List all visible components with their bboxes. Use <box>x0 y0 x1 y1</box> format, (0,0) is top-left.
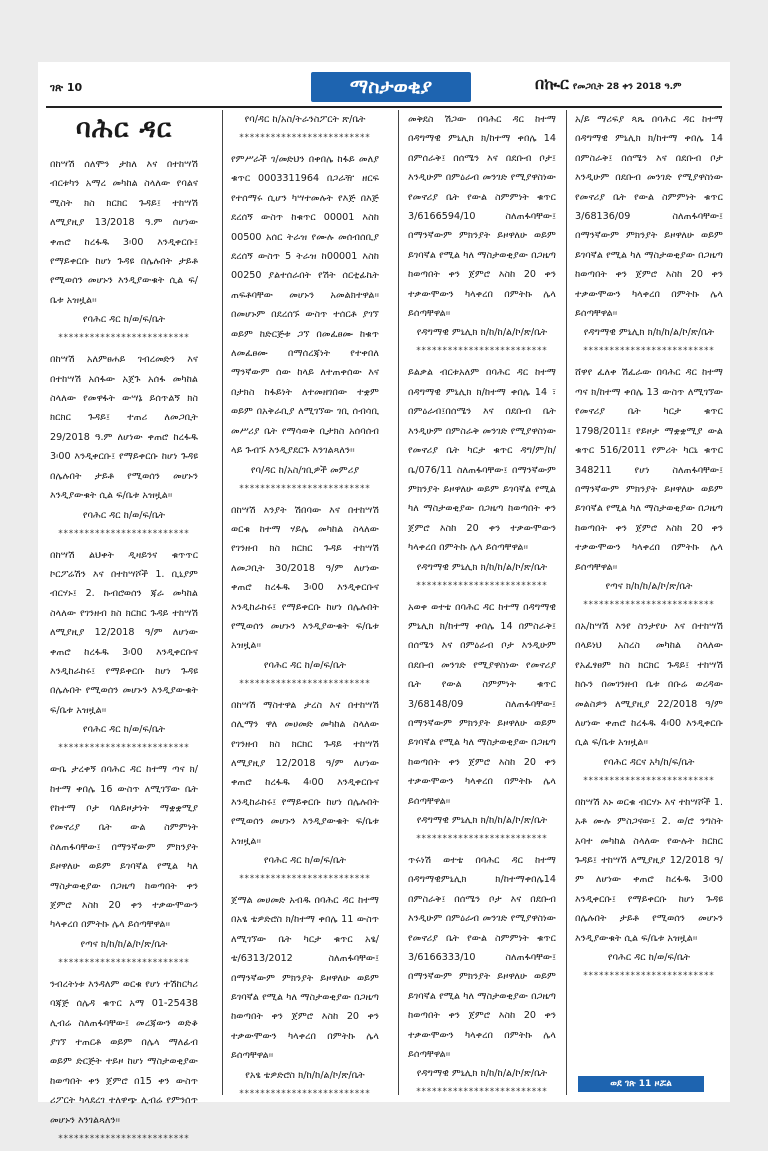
notice-separator: ************************* <box>58 333 190 344</box>
notice-signature: የአፄ ቴዎድሮስ ክ/ከ/ከ/ል/ኮ/ጽ/ቤት <box>245 1069 365 1081</box>
notice-text: ጥሩነሽ ወተቴ በባሕር ዳር ከተማ በዳግማዊምኒሊክ ክ/ከተማቀበሌ14 በምስራቅ፤ በሰሜን ቦታ እና በደቡብ እንዲሁም በምዕራብ መንገድ የሚያዋስነው የመኖሪያ ቤት የውል ስምምነት ቁጥር 3/6166333/10 ስለጠፋባቸው፤ በማንኛውም ምክንያት ይዞዋለሁ ወይም ይገባኛል የሚል ካለ ማስታወቂያው በጋዜጣ ከወጣበት ቀን ጀምሮ እስከ 20 ቀን ተቃውሞውን ካላቀረበ በምትኩ ሌላ ይሰጣቸዋል፡፡ <box>408 855 556 1061</box>
notice-signature: የባ/ዳር ከ/አስ/ትራንስፖርት ጽ/ቤት <box>244 114 366 125</box>
notice-separator: ************************* <box>58 528 190 539</box>
notice-signature: የዳግማዊ ምኒሊክ ክ/ከ/ከ/ል/ኮ/ጽ/ቤት <box>416 327 548 339</box>
notice-text: ይልቃል ብርቱአለም በባሕር ዳር ከተማ በዳግማዊ ምኒሊክ ክ/ከተማ ቀበሌ 14 ፣ በምዕራብ፤በሰሜን እና በደቡብ ቤት እንዲሁም በምስራቅ መንገድ የሚያዋስነው የመኖሪያ ቤት ካርታ ቁጥር ዳግ/ም/ከ/ቤ/076/11 ስለጠፋባቸው፤ በማንኛውም ምክንያት ይዞዋለሁ ወይም ይገባኛል የሚል ካለ ማስታወቂያው በጋዜጣ ከወጣበት ቀን ጀምሮ እስከ 20 ቀን ተቃውሞውን ካላቀረበ በምትኩ ሌላ ይሰጣቸዋል፡፡ <box>408 367 556 554</box>
notice-signature: የጣና ክ/ከ/ከ/ል/ኮ/ጽ/ቤት <box>605 580 693 592</box>
notice-signature: የዳግማዊ ምኒሊክ ክ/ከ/ከ/ል/ኮ/ጽ/ቤት <box>583 327 715 339</box>
notice-separator: ************************* <box>583 775 715 786</box>
notice-signature: የጣና ክ/ከ/ከ/ል/ኮ/ጽ/ቤት <box>80 938 168 950</box>
continued-badge: ወደ ገጽ 11 ዞሯል <box>578 1076 704 1092</box>
notice-separator: ************************* <box>58 957 190 968</box>
column-3 <box>408 110 556 1100</box>
notice-signature: የባሕር ዳርና አካ/ከ/ፍ/ቤት <box>603 756 695 768</box>
notice-separator: ************************* <box>239 133 371 143</box>
page-number: ገጽ 10 <box>50 81 83 94</box>
notice-text: በከሣሽ ሰለሞን ታከለ እና በተከሣሽ ብርቱካን አማረ መካከል ስላለው የባልና ሚስት ክስ ክርክር ጉዳይ፤ ተከሣሽ ለሚያዚያ 13/2018 ዓ.ም ሰሆነው ቀጠሮ ከረፋዱ 3፡00 እንዲቀርቡ፤ የማይቀርቡ ከሆነ ጉዳዩ በሌሉበት ታይቶ የሚወሰን መሆኑን እንዲያውቁት ሲል ፍ/ቤቱ አዝዟል፡፡ <box>50 159 198 306</box>
notice-text: በከሣሽ ልህቀት ዲዛይንና ቁጥጥር ኮርፖሬሽን እና በተከሣሾች 1. ቢኒያም ብርሃኑ፤ 2. ኩብሮወሰን ጃራ መካከል ስላለው የገንዘብ ክስ ክርክር ጉዳይ ተከሣሽ ለሚያዚያ 12/2018 ዓ/ም ለሆነው ቀጠሮ ከረፋዱ 3፡00 እንዲቀርቡና እንዲከራከሩ፤ የማይቀርቡ ከሆነ ጉዳዩ በሌሉበት የሚወሰን መሆኑን እንዲያውቁት ፍ/ቤቱ አዝዟል፡፡ <box>50 549 198 716</box>
notice-signature: የባ/ዳር ከ/አስ/ገቢዎች መምሪያ <box>250 464 360 476</box>
notice-text: አወቀ ወተቴ በባሕር ዳር ከተማ በዳግማዊ ምኒሊክ ክ/ከተማ ቀበሌ 14 በምስራቅ፤ በሰሜን እና በምዕራብ ቦታ እንዲሁም በደቡብ መንገድ የሚያዋስነው የመኖሪያ ቤት የውል ስምምነት ቁጥር 3/68148/09 ስለጠፋባቸው፤ በማንኛውም ምክንያት ይዞዋለሁ ወይም ይገባኛል የሚል ካለ ማስታወቂያው በጋዜጣ ከወጣበት ቀን ጀምሮ እስከ 20 ቀን ተቃውሞውን ካላቀረበ በምትኩ ሌላ ይሰጣቸዋል፡፡ <box>408 601 556 807</box>
notice-separator: ************************* <box>239 483 371 494</box>
notice-separator: ************************* <box>416 580 548 591</box>
notice-separator: ************************* <box>239 678 371 689</box>
notice-separator: ************************* <box>239 874 371 884</box>
section-title: ባሕር ዳር <box>75 114 173 144</box>
column-1 <box>50 110 198 1145</box>
column-divider <box>222 110 223 1095</box>
notice-signature: የዳግማዊ ምኒሊክ ክ/ከ/ከ/ል/ኮ/ጽ/ቤት <box>416 815 548 826</box>
notice-signature: የባሕር ዳር ከ/ወ/ፍ/ቤት <box>82 724 166 736</box>
notice-signature: የዳግማዊ ምኒሊክ ክ/ከ/ከ/ል/ኮ/ጽ/ቤት <box>416 561 548 573</box>
notice-text: መቅደስ ሽጋው በባሕር ዳር ከተማ በዳግማዊ ምኒሊክ ክ/ከተማ ቀበሌ 14 በምሰራቅ፤ በሰሜን እና በደቡብ ቦታ፤ እንዲሁም በምዕራብ መንገድ የሚያዋስነው የመኖሪያ ቤት የውል ስምምነት ቁጥር 3/6166594/10 ስለጠፋባቸው፤ በማንኛውም ምክንያት ይዞዋለሁ ወይም ይገባኛል የሚል ካለ ማስታወቂያው በጋዜጣ ከወጣበት ቀን ጀምሮ እስከ 20 ቀን ተቃውሞውን ካላቀረበ በምትኩ ሌላ ይሰጣቸዋል፡፡ <box>408 114 556 320</box>
notice-signature: የባሕር ዳር ከ/ወ/ፍ/ቤት <box>82 509 166 521</box>
section-logo: ማስታወቂያ <box>311 72 471 102</box>
notice-separator: ************************* <box>239 1088 371 1099</box>
notice-signature: የዳግማዊ ምኒሊክ ክ/ከ/ከ/ል/ኮ/ጽ/ቤት <box>416 1068 548 1080</box>
notice-signature: የባሕር ዳር ከ/ወ/ፍ/ቤት <box>82 314 166 326</box>
notice-separator: ************************* <box>58 1134 190 1145</box>
column-divider <box>566 110 567 1095</box>
masthead <box>38 72 730 102</box>
notice-text: ጀማል መሀመድ አብዱ በባሕር ዳር ከተማ በአፄ ቴዎድሮስ ክ/ከተማ ቀበሌ 11 ውስጥ ለሚገኘው ቤት ካርታ ቁጥር አፄ/ቴ/6313/2012 ስለጠፋባቸው፤ በማንኛውም ምክንያት ይዞዋለሁ ወይም ይገባኛል የሚል ካለ ማስታወቂያው በጋዜጣ ከወጣበት ቀን ጀምሮ እስከ 20 ቀን ተቃውሞውን ካላቀረበ በምትኩ ሌላ ይሰጣቸዋል፡፡ <box>231 895 379 1062</box>
notice-text: አ/ይ ማሪፍያ ጳጼ በባሕር ዳር ከተማ በዳግማዊ ምኒሊክ ክ/ከተማ ቀበሌ 14 በምስራቅ፤ በሰሜን እና በደቡብ ቦታ እንዲሁም በደቡብ መንገድ የሚያዋስነው የመኖሪያ ቤት የውል ስምምነት ቁጥር 3/68136/09 ስለጠፋባቸው፤ በማንኛውም ምክንያት ይዞዋለሁ ወይም ይገባኛል የሚል ካለ ማስታወቂያው በጋዜጣ ከወጣበት ቀን ጀምሮ እስከ 20 ቀን ተቃውሞውን ካላቀረበ በምትኩ ሌላ ይሰጣቸዋል፡፡ <box>575 114 723 320</box>
notice-separator: ************************* <box>416 834 548 844</box>
notice-text: ውቤ ታረቀኝ በባሕር ዳር ከተማ ጣና ክ/ከተማ ቀበሌ 16 ውስጥ ለሚገኘው ቤት የከተማ ቦታ ባለይዞታነት ማቋቋሚያ የመኖሪያ ቤት ውል ስምምነት ስለጠፋባቸው፤ በማንኛውም ምክንያት ይዞዋለሁ ወይም ይገባኛል የሚል ካለ ማስታወቂያው በጋዜጣ ከወጣበት ቀን ጀምሮ እስከ 20 ቀን ተቃውሞውን ካላቀረበ በምትኩ ሌላ ይሰጣቸዋል፡፡ <box>50 764 198 931</box>
notice-text: የምሥራች ገ/መድህን በቀበሌ ከፋይ መለያ ቁጥር 0003311964 በጋራዥ ዘርፍ የተሰማሩ ሲሆን ካሣተመሉት የእጅ በእጅ ደረሰኝ ውስጥ ከቁጥር 00001 እስከ 00500 አሰር ትራዝ የሙሉ መሰብሰቢያ ደረሰኝ ውስጥ 5 ትራዝ ከ00001 እስከ 00250 ያልተሰራበት የሽት ሰርቲፊኬት ጠፍቶባቸው መሆኑን አመልክተዋል፡፡ በመሆኑም በደረሰኙ ውስጥ ተሰርቶ ያገኘ ወይም ከድርጅቱ ጋኘ በመፈፀሙ ከቁጥ ለመፈፀሙ በማሰረጃነት የተቀበለ ማንኛውም ሰው ከላይ ለተጠቀሰው እና በታክስ ከፋይነት ለተመዘገበው ተቋም ወይም በአቅራቢያ ለሚገኘው ገቢ ሰብሳቢ መሥሪያ ቤት የማሳወቅ ቢታክስ አሰባሰብ ላይ ጉብኙ እንዲያደርጉ እንገልጻለን፡፡ <box>231 154 379 457</box>
notice-separator: ************************* <box>583 599 715 610</box>
notice-separator: ************************* <box>583 971 715 982</box>
notice-text: ሸዋየ ፈለቀ ሽፈራው በባሕር ዳር ከተማ ጣና ክ/ከተማ ቀበሌ 13 ውስጥ ለሚገኘው የመኖሪያ ቤት ካርታ ቁጥር 1798/2011፤ የይዞታ ማቋቋሚያ ውል ቁጥር 516/2011 የምሪት ካርኒ ቁጥር 348211 የሆነ ስለጠፋባቸው፤ በማንኛውም ምክንያት ይዞዋለሁ ወይም ይገባኛል የሚል ካለ ማስታወቂያው በጋዜጣ ከወጣበት ቀን ጀምሮ እስከ 20 ቀን ተቃውሞውን ካላቀረበ በምትኩ ሌላ ይሰጣቸዋል፡፡ <box>575 367 723 573</box>
notice-signature: የባሕር ዳር ከ/ወ/ፍ/ቤት <box>607 952 691 964</box>
notice-separator: ************************* <box>58 743 190 754</box>
column-divider <box>398 110 399 1095</box>
paper-name: በኲር <box>535 74 569 93</box>
notice-text: በከሣሽ እንያት ሽበባው እና በተከሣሽ ወርቁ ከተማ ሃይሌ መካከል ስላለው የገንዘብ ክስ ክርክር ጉዳይ ተከሣሽ ለመጋቢት 30/2018 ዓ/ም ለሆነው ቀጠሮ ከረፋዱ 3፡00 እንዲቀርቡና እንዲከራከሩ፤ የማይቀርቡ ከሆነ በሌሉበት የሚወሰን መሆኑን እንዲያውቁት ፍ/ቤቱ አዝዟል፡፡ <box>231 504 379 652</box>
notice-text: በአ/ከሣሽ እንየ ስንታየሁ እና በተከሣሽ በላይነህ አስረስ መካከል ስላለው የአፈፃፀም ክስ ክርክር ጉዳይ፤ ተከሣሽ ከሱን በመገንዘብ ቤቱ በቡሬ ወረዳው መልስዎን ለሚያዚያ 22/2018 ዓ/ም ለሆነው ቀጠሮ ከረፋዱ 4፡00 እንዲቀርቡ ሲል ፍ/ቤቱ አዝዟል፡፡ <box>575 620 723 749</box>
notice-text: በከሣሽ እኑ ወርቁ ብርሃኑ እና ተከሣሾች 1. አቶ ሙሉ ምስጋናው፤ 2. ወ/ሮ ንግስት አባተ መካከል ስላለው የውሉት ክርክር ጉዳይ፤ ተከሣሽ ለሚያዚያ 12/2018 ዓ/ም ለሆነው ቀጠሮ ከረፋዱ 3፡00 እንዲቀርቡ፤ የማይቀርቡ ከሆነ ጉዳዩ በሌሉበት ታይቶ የሚወሰን መሆኑን እንዲያውቁት ሲል ፍ/ቤቱ አዝዟል፡፡ <box>575 796 723 944</box>
column-4 <box>575 110 723 1100</box>
notice-text: ንብረትነቱ እንዳለም ወርቁ የሆነ ተሽከርካሪ ባጃጅ ሰሌዳ ቁጥር አማ 01-25438 ሊብሬ ስለጠፋባቸው፤ መረጃውን ወድቆ ያገኘ ተጠርቶ ወይም በሌላ ማለፊብ ወይም ድርጅት ተይዞ ከሆነ ማስታወቂያው ከወጣበት ቀን ጀምሮ በ15 ቀን ውስጥ ሪፖርት ካላደረገ ተለዋጭ ሊብሬ የምንሰጥ መሆኑን እንገልጻለን፡፡ <box>50 978 198 1126</box>
notice-separator: ************************* <box>416 1087 548 1098</box>
column-2 <box>231 110 379 1100</box>
notice-signature: የባሕር ዳር ከ/ወ/ፍ/ቤት <box>263 855 347 866</box>
notice-separator: ************************* <box>416 346 548 357</box>
notice-signature: የባሕር ዳር ከ/ወ/ፍ/ቤት <box>263 659 347 671</box>
issue-date: የመጋቢት 28 ቀን 2018 ዓ.ም <box>572 82 682 92</box>
notice-separator: ************************* <box>583 346 715 357</box>
newspaper-page <box>38 62 730 1145</box>
notice-text: በከሣሽ ማስተዋል ታረስ እና በተከሣሽ ሰሊማን ዋለ መሀመድ መካከል ስላለው የገንዘብ ክስ ክርክር ጉዳይ ተከሣሽ ለሚያዚያ 12/2018 ዓ/ም ለሆነው ቀጠሮ ከረፋዱ 4፡00 እንዲቀርቡና እንዲከራከሩ፤ የማይቀርቡ ከሆነ በሌሉበት የሚወሰን መሆኑን እንዲያውቁት ፍ/ቤቱ አዝዟል፡፡ <box>231 699 379 847</box>
dateline <box>535 74 681 94</box>
notice-text: በከሣሽ አለምፀሐይ ገብረመድን እና በተከሣሽ አሰፋው አጀጉ አሰፋ መካከል ስላለው የመዋፋት ውሣኔ ይሰጥልኝ ክስ ክርክር ጉዳይ፤ ተጠሪ ለመጋቢት 29/2018 ዓ.ም ለሆነው ቀጠሮ ከረፋዱ 3፡00 እንዲቀርቡ፤ የማይቀርቡ ከሆነ ጉዳዩ በሌሉበት ታይቶ የሚወሰን መሆኑን እንዲያውቁት ሲል ፍ/ቤቱ አዝዟል፡፡ <box>50 354 198 502</box>
masthead-rule <box>46 106 722 108</box>
